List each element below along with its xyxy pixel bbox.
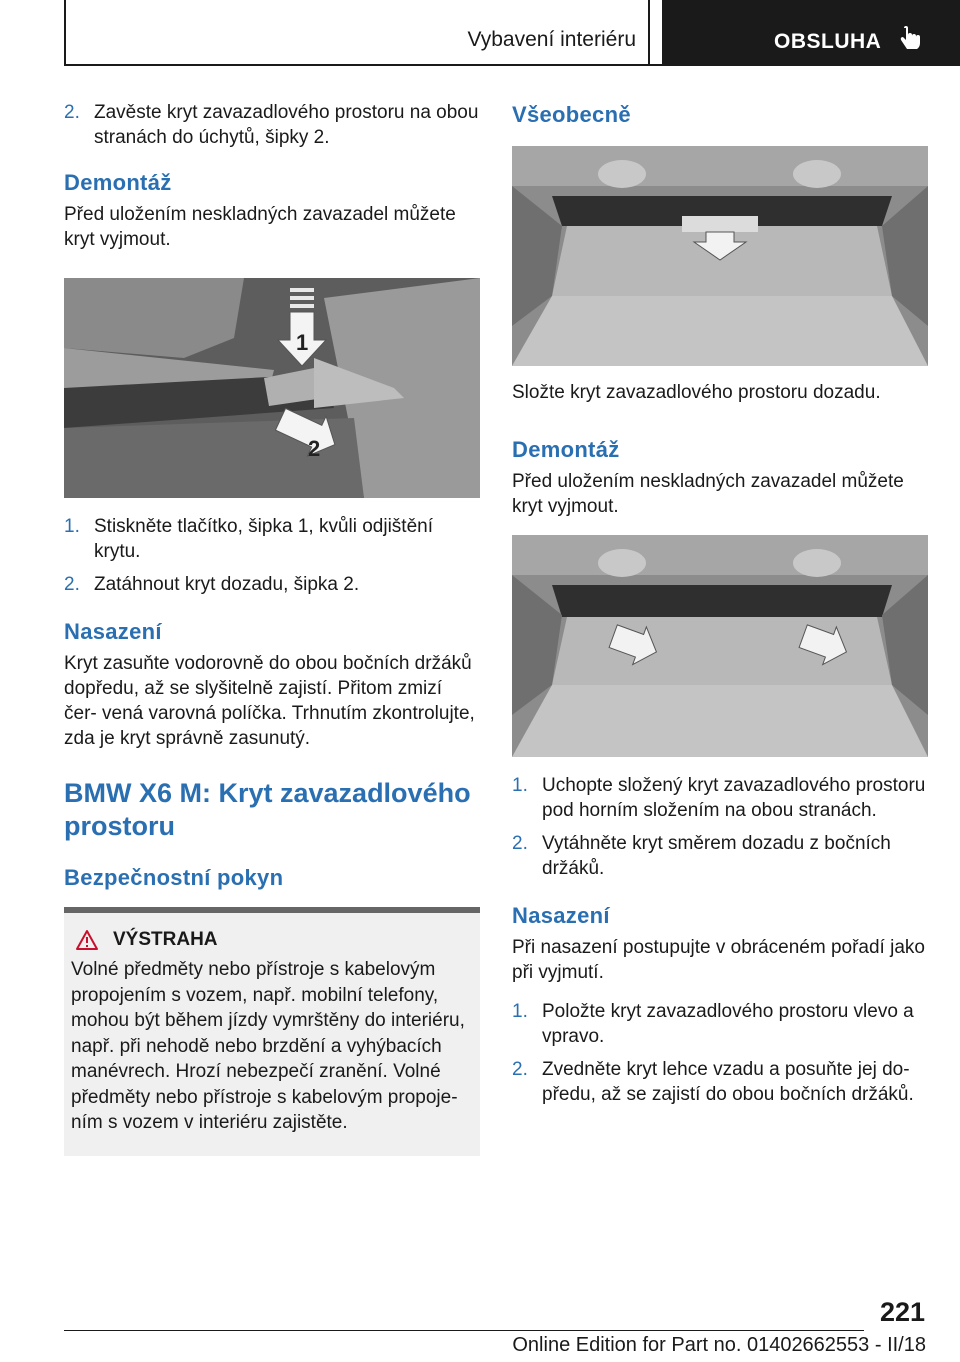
trunk-folded-illustration (512, 146, 928, 366)
warning-text: Volné předměty nebo přístroje s kabelovým propojením s vozem, např. mobilní telefony, mohou být během jízdy vymrštěny do interiéru, např. při nehodě nebo brzdění a vyhýbacích manévrech. Hrozí nebezpečí zranění. Volné předměty nebo přístroje s kabelovým propoje- ním s vozem v interiéru zajistěte. (71, 959, 465, 1133)
general-heading: Všeobecně (512, 102, 631, 127)
header-chapter-tab (662, 0, 960, 64)
page-number: 221 (880, 1297, 926, 1327)
trunk-side-illustration (64, 278, 480, 498)
header-chapter-label: OBSLUHA (774, 30, 882, 53)
step-text: Položte kryt zavazadlového prostoru vlevo a vpravo. (542, 1001, 914, 1047)
install-text: Kryt zasuňte vodorovně do obou bočních držáků dopředu, až se slyšitelně zajistí. Přitom zmizí čer- vená varovná políčka. Trhnutím zkontrolujte, zda je kryt správně zasunutý. (64, 653, 475, 749)
section-title: BMW X6 M: Kryt zavazadlového prostoru (64, 778, 471, 841)
figure-cover-folded (512, 146, 928, 366)
right-column (512, 102, 928, 1115)
install-heading: Nasazení (64, 619, 162, 644)
safety-heading: Bezpečnostní pokyn (64, 865, 284, 890)
hand-pointer-icon (898, 26, 922, 54)
edition-footer: Online Edition for Part no. 01402662553 - II/18 (512, 1334, 926, 1356)
left-column (64, 100, 480, 1156)
warning-box (64, 907, 480, 1156)
warning-title: VÝSTRAHA (113, 929, 218, 950)
warning-header (71, 929, 472, 951)
removal-heading: Demontáž (64, 170, 172, 195)
list-item (512, 831, 928, 881)
header-rule (64, 64, 960, 66)
footer-rule (64, 1330, 864, 1331)
arrow-1-label: 1 (296, 330, 309, 355)
figure-cover-removal (512, 535, 928, 757)
list-item (64, 514, 480, 564)
step-text: Stiskněte tlačítko, šipka 1, kvůli odjištění krytu. (94, 516, 433, 562)
list-item (512, 773, 928, 823)
step-number: 2. (64, 574, 80, 595)
step-number: 1. (512, 1001, 528, 1022)
step-number: 1. (512, 775, 528, 796)
trunk-removal-illustration (512, 535, 928, 757)
step-number: 2. (64, 102, 80, 123)
step-text: Zatáhnout kryt dozadu, šipka 2. (94, 574, 360, 595)
general-caption: Složte kryt zavazadlového prostoru dozadu. (512, 382, 881, 403)
removal-heading-right: Demontáž (512, 437, 620, 462)
figure-cover-release (64, 278, 480, 498)
header-divider-right (648, 0, 650, 66)
list-item (512, 999, 928, 1049)
step-text: Zavěste kryt zavazadlového prostoru na obou stranách do úchytů, šipky 2. (94, 102, 479, 148)
list-item (64, 572, 480, 597)
install-text-right: Při nasazení postupujte v obráceném pořadí jako při vyjmutí. (512, 937, 925, 983)
removal-text-right: Před uložením neskladných zavazadel můžete kryt vyjmout. (512, 471, 904, 517)
step-number: 1. (64, 516, 80, 537)
step-text: Uchopte složený kryt zavazadlového prostoru pod horním složením na obou stranách. (542, 775, 926, 821)
warning-triangle-icon (75, 929, 99, 951)
removal-text: Před uložením neskladných zavazadel můžete kryt vyjmout. (64, 204, 456, 250)
step-text: Vytáhněte kryt směrem dozadu z bočních držáků. (542, 833, 891, 879)
step-text: Zvedněte kryt lehce vzadu a posuňte jej do- předu, až se zajistí do obou bočních držáků. (542, 1059, 914, 1105)
install-heading-right: Nasazení (512, 903, 610, 928)
step-number: 2. (512, 1059, 528, 1080)
header-section-title: Vybavení interiéru (467, 28, 636, 51)
arrow-2-label: 2 (308, 436, 321, 461)
list-item (512, 1057, 928, 1107)
list-item (64, 100, 480, 150)
step-number: 2. (512, 833, 528, 854)
